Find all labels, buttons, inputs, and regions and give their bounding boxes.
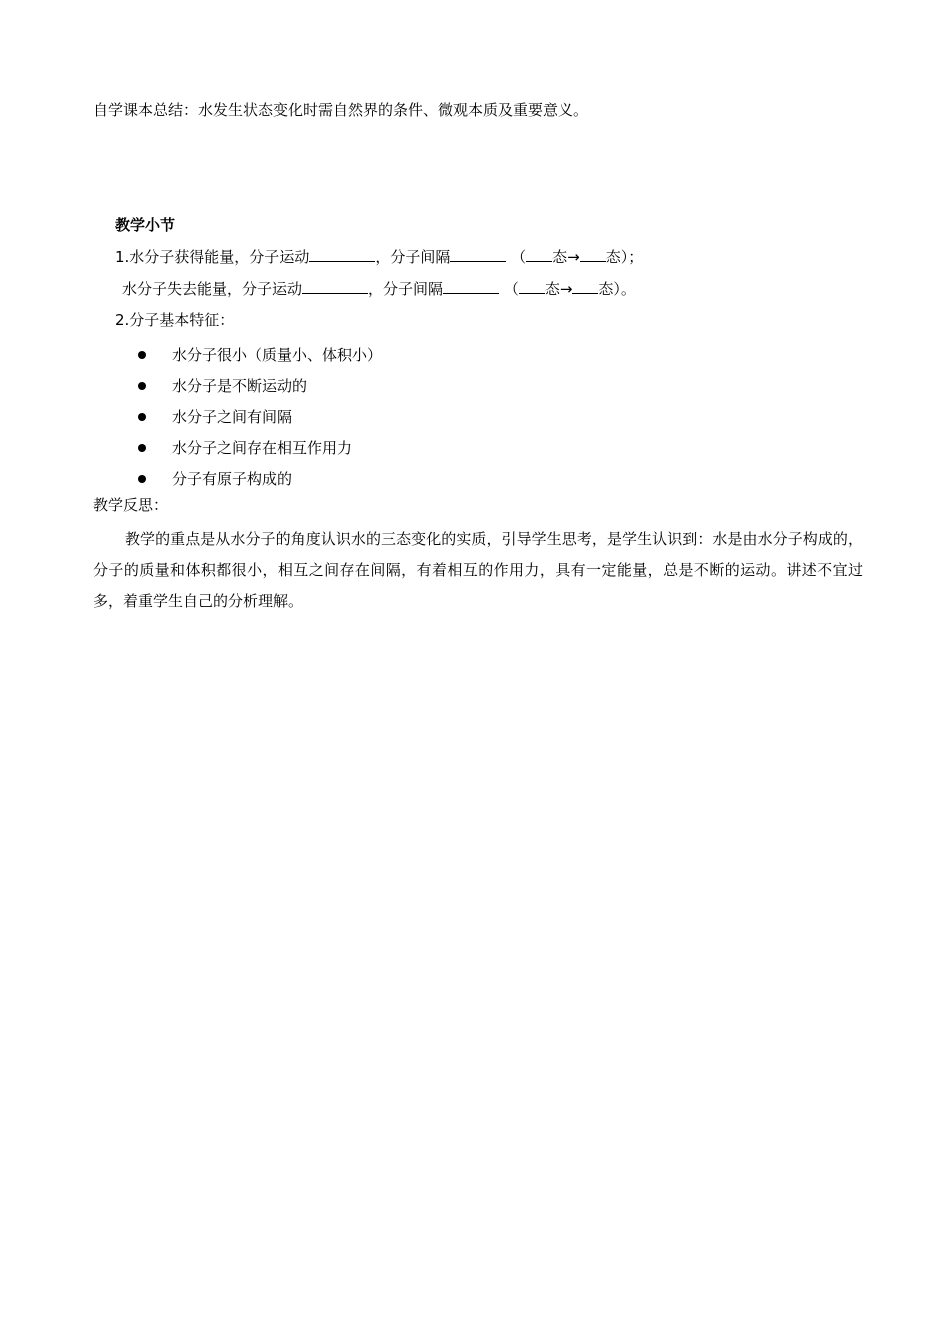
line1-middle: ，分子间隔 xyxy=(375,248,451,266)
blank-state-to-lose xyxy=(572,278,598,294)
blank-state-from-gain xyxy=(526,246,552,262)
line1-paren: （ xyxy=(511,248,527,266)
feature-text: 水分子是不断运动的 xyxy=(172,377,308,395)
list-item xyxy=(138,370,382,401)
line2-state-a: 态→ xyxy=(544,280,573,298)
line1-prefix: 1.水分子获得能量，分子运动 xyxy=(115,248,310,266)
features-list xyxy=(138,339,382,494)
teaching-summary-title: 教学小节 xyxy=(115,216,176,234)
blank-spacing-gain xyxy=(450,246,506,262)
blank-state-to-gain xyxy=(580,246,606,262)
line2-state-b: 态）。 xyxy=(598,280,636,298)
features-heading: 2.分子基本特征： xyxy=(115,311,235,329)
blank-spacing-lose xyxy=(443,278,499,294)
summary-line-lose-energy xyxy=(122,278,636,300)
list-item xyxy=(138,432,382,463)
blank-motion-gain xyxy=(309,246,375,262)
bullet-icon xyxy=(138,382,146,390)
list-item xyxy=(138,401,382,432)
list-item xyxy=(138,463,382,494)
reflection-heading: 教学反思： xyxy=(93,496,169,514)
list-item xyxy=(138,339,382,370)
bullet-icon xyxy=(138,444,146,452)
bullet-icon xyxy=(138,413,146,421)
feature-text: 水分子之间有间隔 xyxy=(172,408,293,426)
reflection-paragraph: 教学的重点是从水分子的角度认识水的三态变化的实质，引导学生思考，是学生认识到：水是由水分子构成的，分子的质量和体积都很小，相互之间存在间隔，有着相互的作用力，具有一定能量，总是不断的运动。讲述不宜过多，着重学生自己的分析理解。 xyxy=(93,530,863,610)
self-study-summary: 自学课本总结：水发生状态变化时需自然界的条件、微观本质及重要意义。 xyxy=(93,101,589,119)
line2-middle: ，分子间隔 xyxy=(368,280,444,298)
feature-text: 分子有原子构成的 xyxy=(172,470,293,488)
summary-line-gain-energy xyxy=(115,246,643,268)
line2-paren: （ xyxy=(503,280,519,298)
line1-state-a: 态→ xyxy=(552,248,580,266)
bullet-icon xyxy=(138,475,146,483)
bullet-icon xyxy=(138,351,146,359)
blank-state-from-lose xyxy=(519,278,545,294)
line1-state-b: 态）； xyxy=(605,248,644,266)
feature-text: 水分子很小（质量小、体积小） xyxy=(172,346,383,364)
feature-text: 水分子之间存在相互作用力 xyxy=(172,439,353,457)
line2-prefix: 水分子失去能量，分子运动 xyxy=(122,280,303,298)
blank-motion-lose xyxy=(302,278,368,294)
